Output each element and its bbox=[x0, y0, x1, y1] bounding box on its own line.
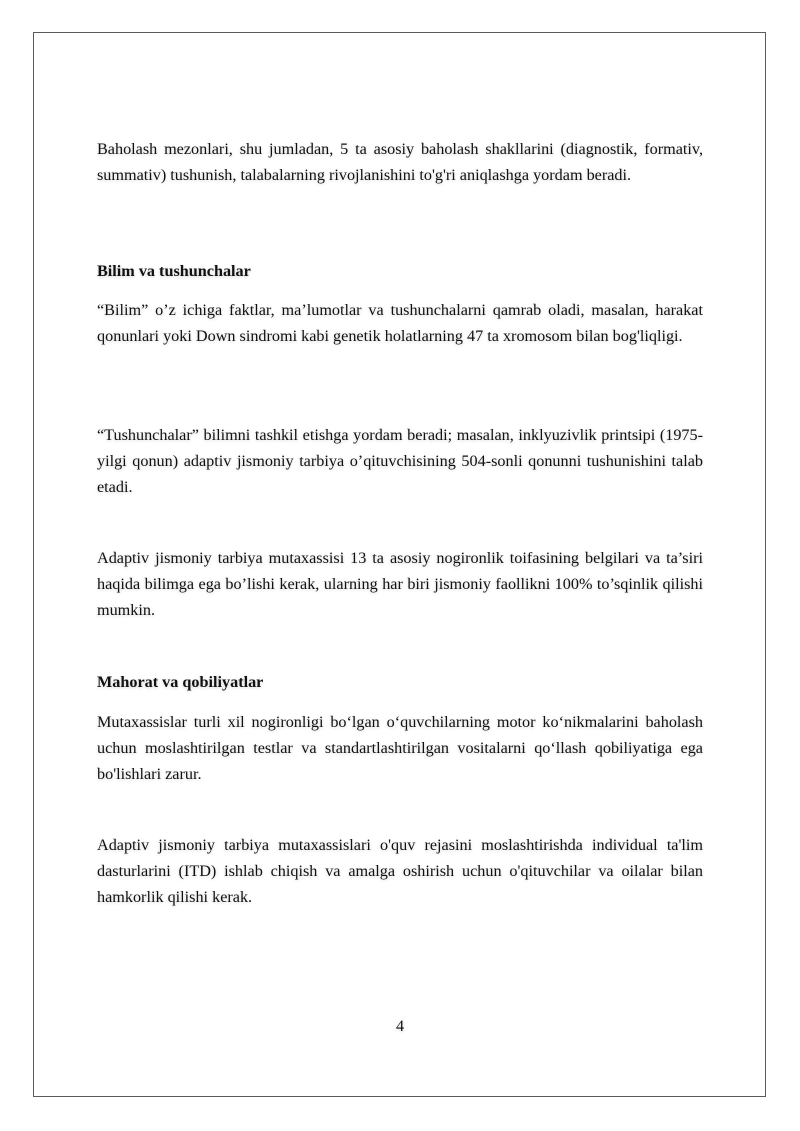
page-number: 4 bbox=[395, 1017, 405, 1035]
heading-knowledge-concepts: Bilim va tushunchalar bbox=[97, 262, 251, 280]
paragraph-motor-skills-assessment: Mutaxassislar turli xil nogironligi bo‘lgan o‘quvchilarning motor ko‘nikmalarini baholash uchun moslashtirilgan testlar va standartlashtirilgan vositalarni qo‘llash qobiliyatiga ega bo'lishlari zarur. bbox=[97, 713, 703, 783]
paragraph-disability-categories: Adaptiv jismoniy tarbiya mutaxassisi 13 ta asosiy nogironlik toifasining belgilari va ta’siri haqida bilimga ega bo’lishi kerak, ularning har biri jismoniy faollikni 100% to’sqinlik qilishi mumkin. bbox=[97, 549, 703, 619]
heading-skills-abilities: Mahorat va qobiliyatlar bbox=[97, 673, 264, 691]
paragraph-assessment-criteria: Baholash mezonlari, shu jumladan, 5 ta asosiy baholash shakllarini (diagnostik, formativ, summativ) tushunish, talabalarning rivojlanishini to'g'ri aniqlashga yordam beradi. bbox=[97, 140, 703, 184]
paragraph-concepts: “Tushunchalar” bilimni tashkil etishga yordam beradi; masalan, inklyuzivlik printsipi (1975-yilgi qonun) adaptiv jismoniy tarbiya o’qituvchisining 504-sonli qonunni tushunishini talab etadi. bbox=[97, 426, 703, 496]
paragraph-itd-collaboration: Adaptiv jismoniy tarbiya mutaxassislari o'quv rejasini moslashtirishda individual ta'lim dasturlarini (ITD) ishlab chiqish va amalga oshirish uchun o'qituvchilar va oilalar bilan hamkorlik qilishi kerak. bbox=[97, 836, 703, 906]
paragraph-knowledge: “Bilim” o’z ichiga faktlar, ma’lumotlar va tushunchalarni qamrab oladi, masalan, harakat qonunlari yoki Down sindromi kabi genetik holatlarning 47 ta xromosom bilan bog'liqligi. bbox=[97, 301, 703, 345]
